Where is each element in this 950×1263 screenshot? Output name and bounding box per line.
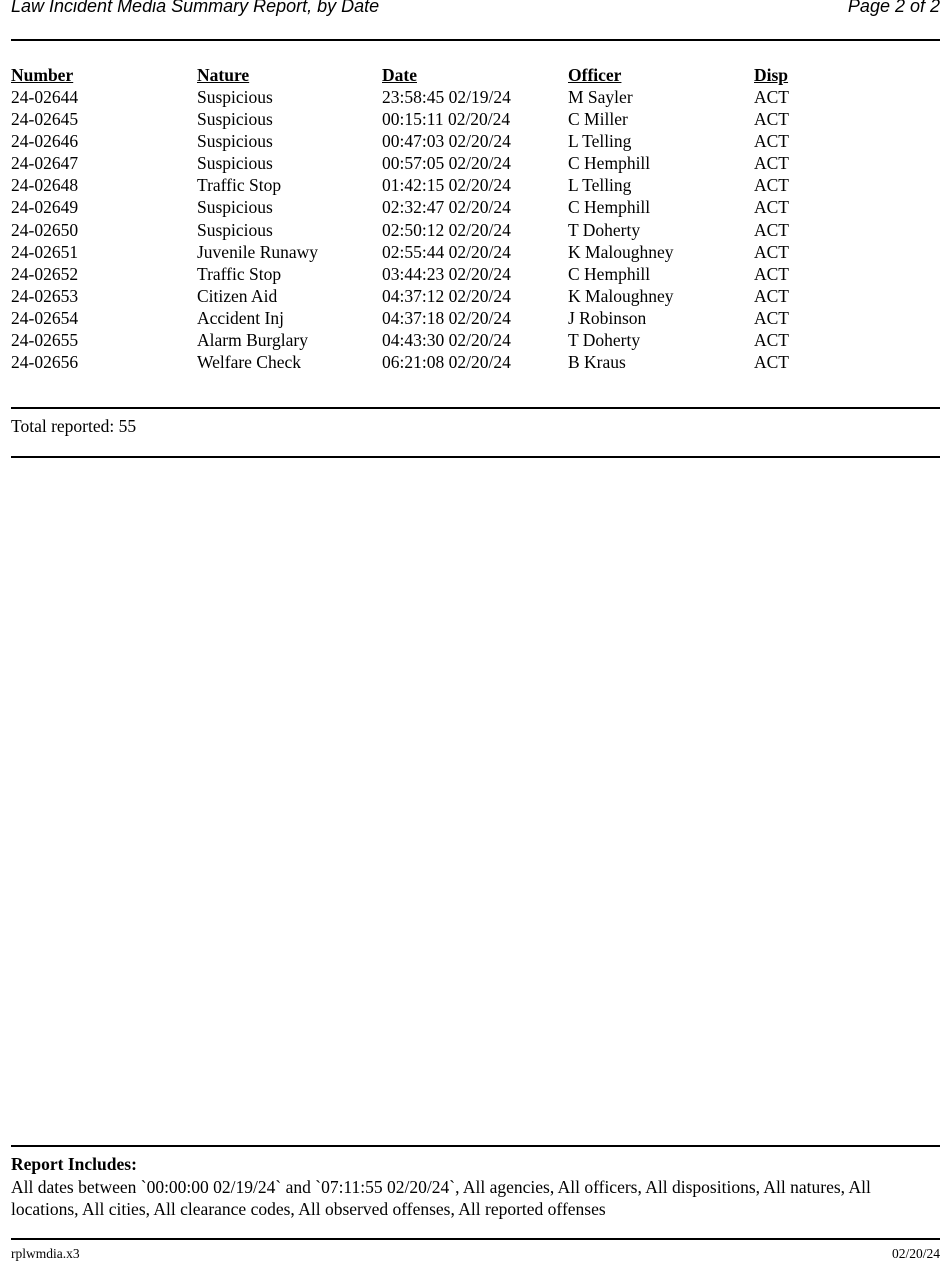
cell-disp: ACT [754,131,789,152]
cell-number: 24-02654 [11,307,79,328]
cell-officer: L Telling [568,175,632,196]
cell-officer: C Hemphill [568,197,651,218]
cell-date: 00:57:05 02/20/24 [382,153,511,174]
cell-nature: Citizen Aid [197,285,278,306]
table-row [11,109,940,131]
table-row [11,87,940,109]
cell-officer: L Telling [568,131,632,152]
table-header [11,65,940,87]
table-row [11,175,940,197]
cell-disp: ACT [754,330,789,351]
cell-disp: ACT [754,352,789,373]
cell-number: 24-02649 [11,197,79,218]
cell-number: 24-02655 [11,330,79,351]
table-bottom-divider [11,407,940,409]
table-row [11,242,940,264]
cell-disp: ACT [754,87,789,107]
cell-officer: C Hemphill [568,263,651,284]
cell-nature: Suspicious [197,153,273,174]
cell-officer: T Doherty [568,330,641,351]
table-row [11,264,940,286]
column-header-officer: Officer [568,65,622,85]
cell-nature: Juvenile Runawy [197,241,319,262]
cell-disp: ACT [754,175,789,196]
cell-number: 24-02653 [11,285,79,306]
cell-date: 02:50:12 02/20/24 [382,219,511,240]
cell-disp: ACT [754,241,789,262]
column-header-date: Date [382,65,417,85]
cell-number: 24-02650 [11,219,79,240]
header-divider [11,39,940,41]
table-row [11,352,940,374]
report-page [11,0,940,1263]
table-row [11,330,940,352]
cell-disp: ACT [754,263,789,284]
page-footer [11,1246,940,1262]
cell-date: 04:37:12 02/20/24 [382,285,511,306]
total-divider [11,456,940,458]
incident-table-body [11,87,940,374]
cell-officer: T Doherty [568,219,641,240]
table-row [11,220,940,242]
cell-officer: B Kraus [568,352,626,373]
cell-nature: Traffic Stop [197,175,282,196]
cell-nature: Suspicious [197,131,273,152]
total-reported: Total reported: 55 [11,416,137,436]
cell-disp: ACT [754,307,789,328]
report-includes-heading: Report Includes: [11,1154,137,1174]
cell-officer: C Miller [568,109,628,130]
cell-date: 01:42:15 02/20/24 [382,175,511,196]
cell-number: 24-02646 [11,131,79,152]
table-row [11,197,940,219]
cell-officer: K Maloughney [568,285,674,306]
cell-date: 04:37:18 02/20/24 [382,307,511,328]
report-includes-text: All dates between `00:00:00 02/19/24` and `07:11:55 02/20/24`, All agencies, All officers, All dispositions, All natures, All locations, All cities, All clearance codes, All observed offenses, All reported offenses [11,1177,871,1219]
cell-number: 24-02644 [11,87,79,107]
report-header [11,0,940,20]
cell-disp: ACT [754,285,789,306]
cell-nature: Suspicious [197,219,273,240]
report-title: Law Incident Media Summary Report, by Date [11,0,380,16]
table-row [11,153,940,175]
cell-nature: Suspicious [197,197,273,218]
table-row [11,131,940,153]
cell-number: 24-02645 [11,109,79,130]
cell-date: 03:44:23 02/20/24 [382,263,511,284]
cell-number: 24-02656 [11,352,79,373]
cell-nature: Traffic Stop [197,263,282,284]
cell-number: 24-02651 [11,241,79,262]
cell-nature: Suspicious [197,109,273,130]
cell-date: 00:15:11 02/20/24 [382,109,511,130]
footer-divider [11,1238,940,1240]
print-date: 02/20/24 [891,1246,940,1261]
cell-nature: Alarm Burglary [197,330,308,351]
cell-nature: Suspicious [197,87,273,107]
includes-top-divider [11,1145,940,1147]
column-header-number: Number [11,65,74,85]
table-row [11,308,940,330]
cell-disp: ACT [754,153,789,174]
cell-officer: M Sayler [568,87,633,107]
cell-date: 23:58:45 02/19/24 [382,87,511,107]
report-code: rplwmdia.x3 [11,1246,80,1261]
cell-officer: C Hemphill [568,153,651,174]
cell-officer: K Maloughney [568,241,674,262]
cell-date: 04:43:30 02/20/24 [382,330,511,351]
cell-date: 00:47:03 02/20/24 [382,131,511,152]
column-header-disp: Disp [754,65,789,85]
table-row [11,286,940,308]
cell-number: 24-02647 [11,153,79,174]
cell-number: 24-02652 [11,263,79,284]
cell-officer: J Robinson [568,307,647,328]
column-header-nature: Nature [197,65,250,85]
cell-disp: ACT [754,219,789,240]
cell-date: 06:21:08 02/20/24 [382,352,511,373]
cell-disp: ACT [754,109,789,130]
cell-nature: Accident Inj [197,307,284,328]
cell-nature: Welfare Check [197,352,302,373]
cell-number: 24-02648 [11,175,79,196]
cell-date: 02:55:44 02/20/24 [382,241,511,262]
page-indicator: Page 2 of 2 [847,0,940,16]
cell-disp: ACT [754,197,789,218]
cell-date: 02:32:47 02/20/24 [382,197,511,218]
